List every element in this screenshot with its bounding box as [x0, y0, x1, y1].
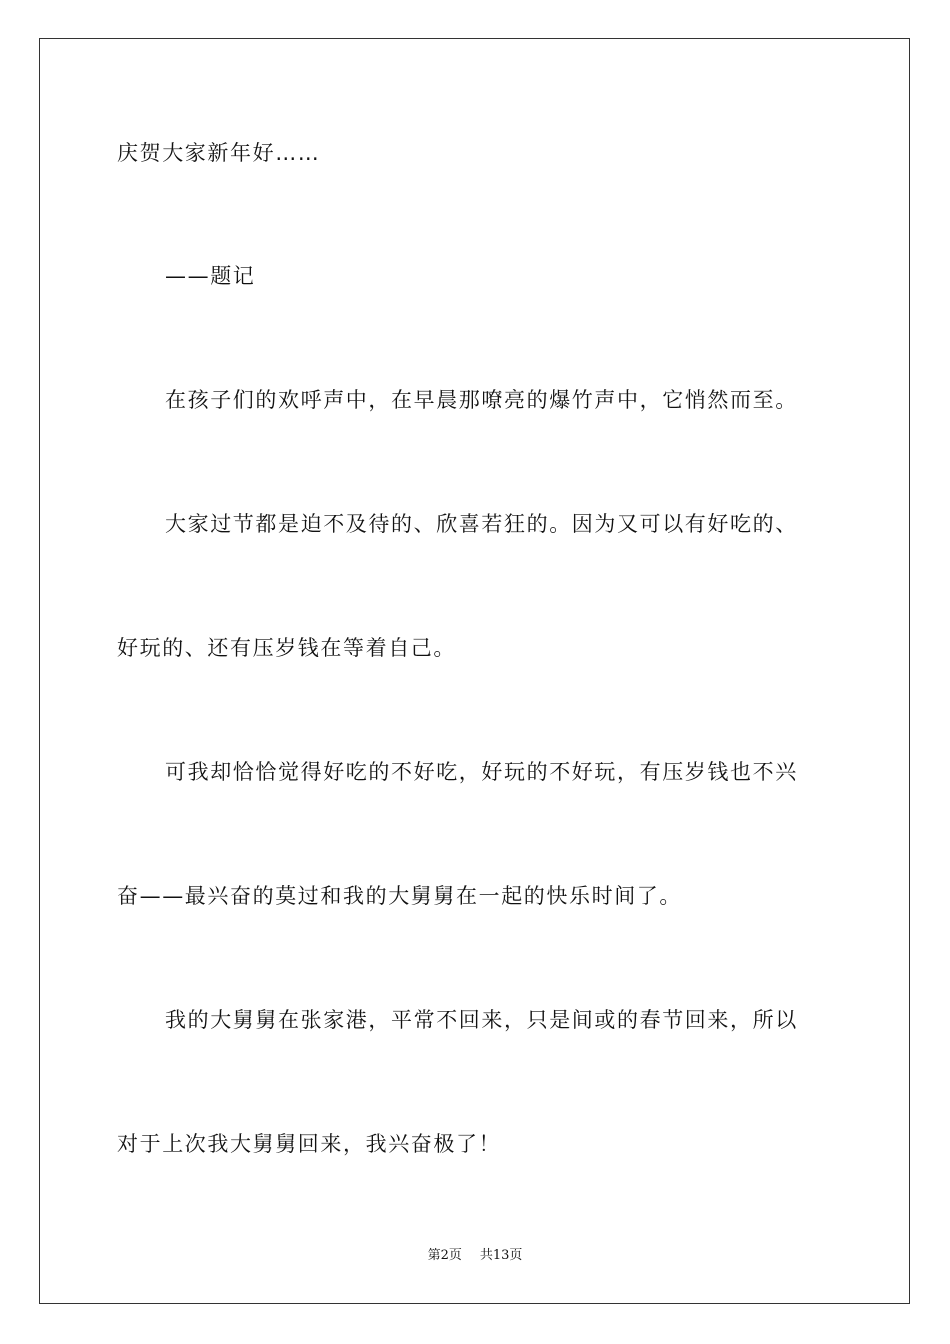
text-line-greeting: 庆贺大家新年好…… — [117, 141, 321, 165]
text-line-paragraph-1: 在孩子们的欢呼声中，在早晨那嘹亮的爆竹声中，它悄然而至。 — [165, 388, 798, 412]
page-number: 第2页 — [427, 1248, 462, 1263]
page-frame — [39, 38, 910, 1304]
page-footer — [0, 1247, 950, 1265]
text-line-paragraph-2a: 大家过节都是迫不及待的、欣喜若狂的。因为又可以有好吃的、 — [165, 512, 798, 536]
text-line-paragraph-4a: 我的大舅舅在张家港，平常不回来，只是间或的春节回来，所以 — [165, 1008, 798, 1032]
text-line-paragraph-3b: 奋——最兴奋的莫过和我的大舅舅在一起的快乐时间了。 — [117, 884, 682, 908]
text-line-paragraph-4b: 对于上次我大舅舅回来，我兴奋极了！ — [117, 1132, 502, 1156]
text-line-paragraph-3a: 可我却恰恰觉得好吃的不好吃，好玩的不好玩，有压岁钱也不兴 — [165, 760, 798, 784]
text-line-inscription: ——题记 — [165, 264, 256, 288]
page-total: 共13页 — [479, 1248, 523, 1263]
text-line-paragraph-2b: 好玩的、还有压岁钱在等着自己。 — [117, 636, 456, 660]
